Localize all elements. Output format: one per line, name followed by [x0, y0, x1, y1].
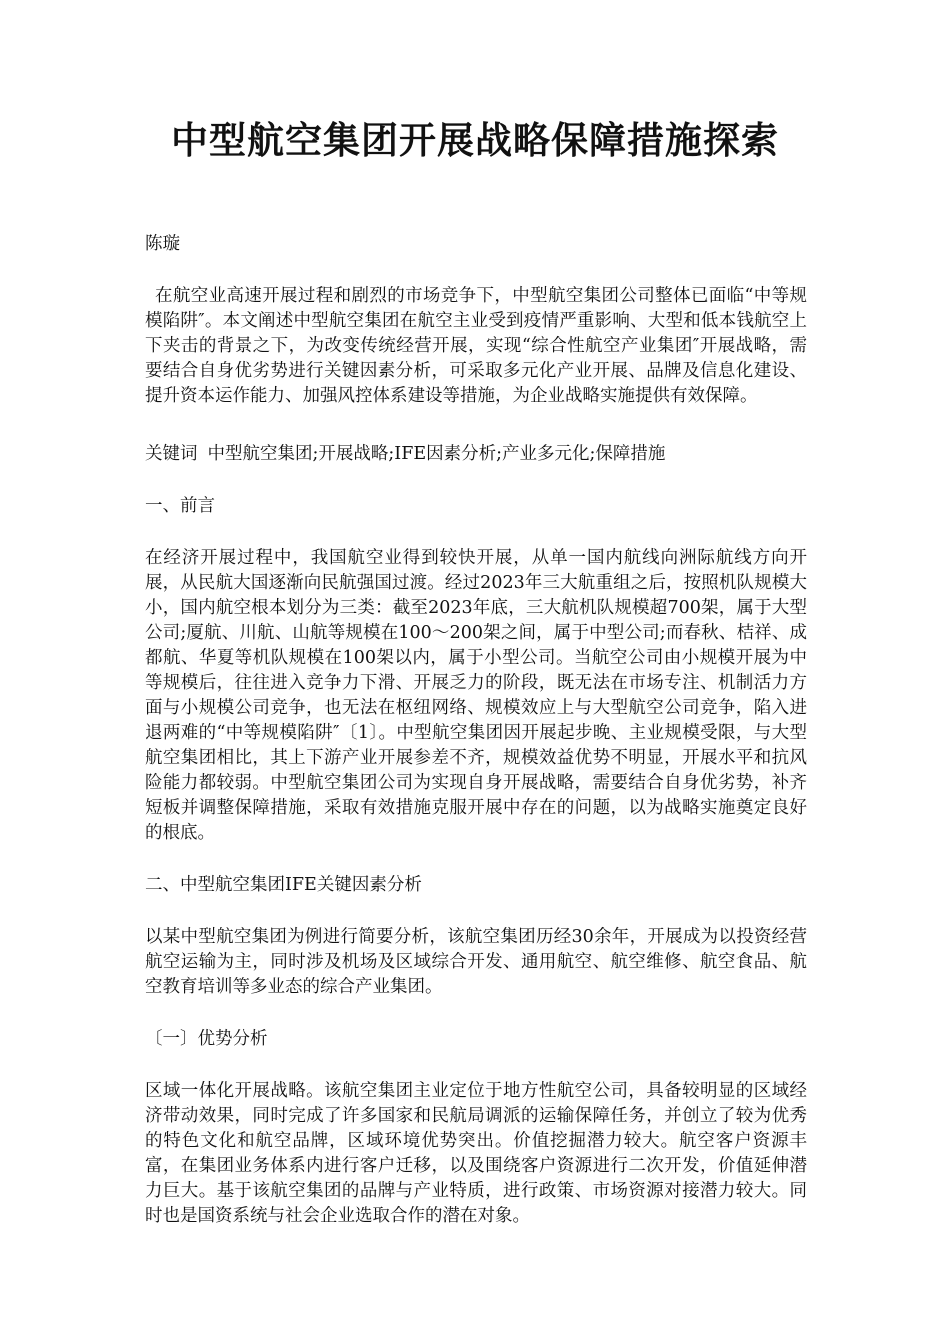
section-body-preface: 在经济开展过程中，我国航空业得到较快开展，从单一国内航线向洲际航线方向开展，从民航大国逐渐向民航强国过渡。经过2023年三大航重组之后，按照机队规模大小，国内航空根本划分为三类：截至2023年底，三大航机队规模超700架，属于大型公司;厦航、川航、山航等规模在100～200架之间，属于中型公司;而春秋、桔祥、成都航、华夏等机队规模在100架以内，属于小型公司。当航空公司由小规模开展为中等规模后，往往进入竞争力下滑、开展乏力的阶段，既无法在市场专注、机制活力方面与小规模公司竞争，也无法在枢纽网络、规模效应上与大型航空公司竞争，陷入进退两难的“中等规模陷阱″〔1〕。中型航空集团因开展起步晚、主业规模受限，与大型航空集团相比，其上下游产业开展参差不齐，规模效益优势不明显，开展水平和抗风险能力都较弱。中型航空集团公司为实现自身开展战略，需要结合自身优劣势，补齐短板并调整保障措施，采取有效措施克服开展中存在的问题，以为战略实施奠定良好的根底。	[145, 548, 807, 843]
document-title: 中型航空集团开展战略保障措施探索	[171, 118, 779, 162]
subsection-heading-strengths: 〔一〕优势分析	[145, 1029, 268, 1049]
keywords-label: 关键词	[145, 444, 198, 464]
subsection-body-strengths: 区域一体化开展战略。该航空集团主业定位于地方性航空公司，具备较明显的区域经济带动效果，同时完成了许多国家和民航局调派的运输保障任务，并创立了较为优秀的特色文化和航空品牌，区域环境优势突出。价值挖掘潜力较大。航空客户资源丰富，在集团业务体系内进行客户迁移，以及围绕客户资源进行二次开发，价值延伸潜力巨大。基于该航空集团的品牌与产业特质，进行政策、市场资源对接潜力较大。同时也是国资系统与社会企业选取合作的潜在对象。	[145, 1081, 807, 1226]
document-body	[145, 232, 807, 1256]
section-heading-preface: 一、前言	[145, 496, 215, 516]
section-heading-ife-analysis: 二、中型航空集团IFE关键因素分析	[145, 875, 422, 895]
section-body-ife-analysis: 以某中型航空集团为例进行简要分析，该航空集团历经30余年，开展成为以投资经营航空运输为主，同时涉及机场及区域综合开发、通用航空、航空维修、航空食品、航空教育培训等多业态的综合产业集团。	[145, 927, 807, 997]
keywords-line	[145, 442, 807, 467]
keywords-text: 中型航空集团;开展战略;IFE因素分析;产业多元化;保障措施	[207, 444, 666, 464]
author-name: 陈璇	[145, 234, 180, 254]
abstract-paragraph: 在航空业高速开展过程和剧烈的市场竞争下，中型航空集团公司整体已面临“中等规模陷阱″。本文阐述中型航空集团在航空主业受到疫情严重影响、大型和低本钱航空上下夹击的背景之下，为改变传统经营开展，实现“综合性航空产业集团″开展战略，需要结合自身优劣势进行关键因素分析，可采取多元化产业开展、品牌及信息化建设、提升资本运作能力、加强风控体系建设等措施，为企业战略实施提供有效保障。	[145, 286, 807, 406]
